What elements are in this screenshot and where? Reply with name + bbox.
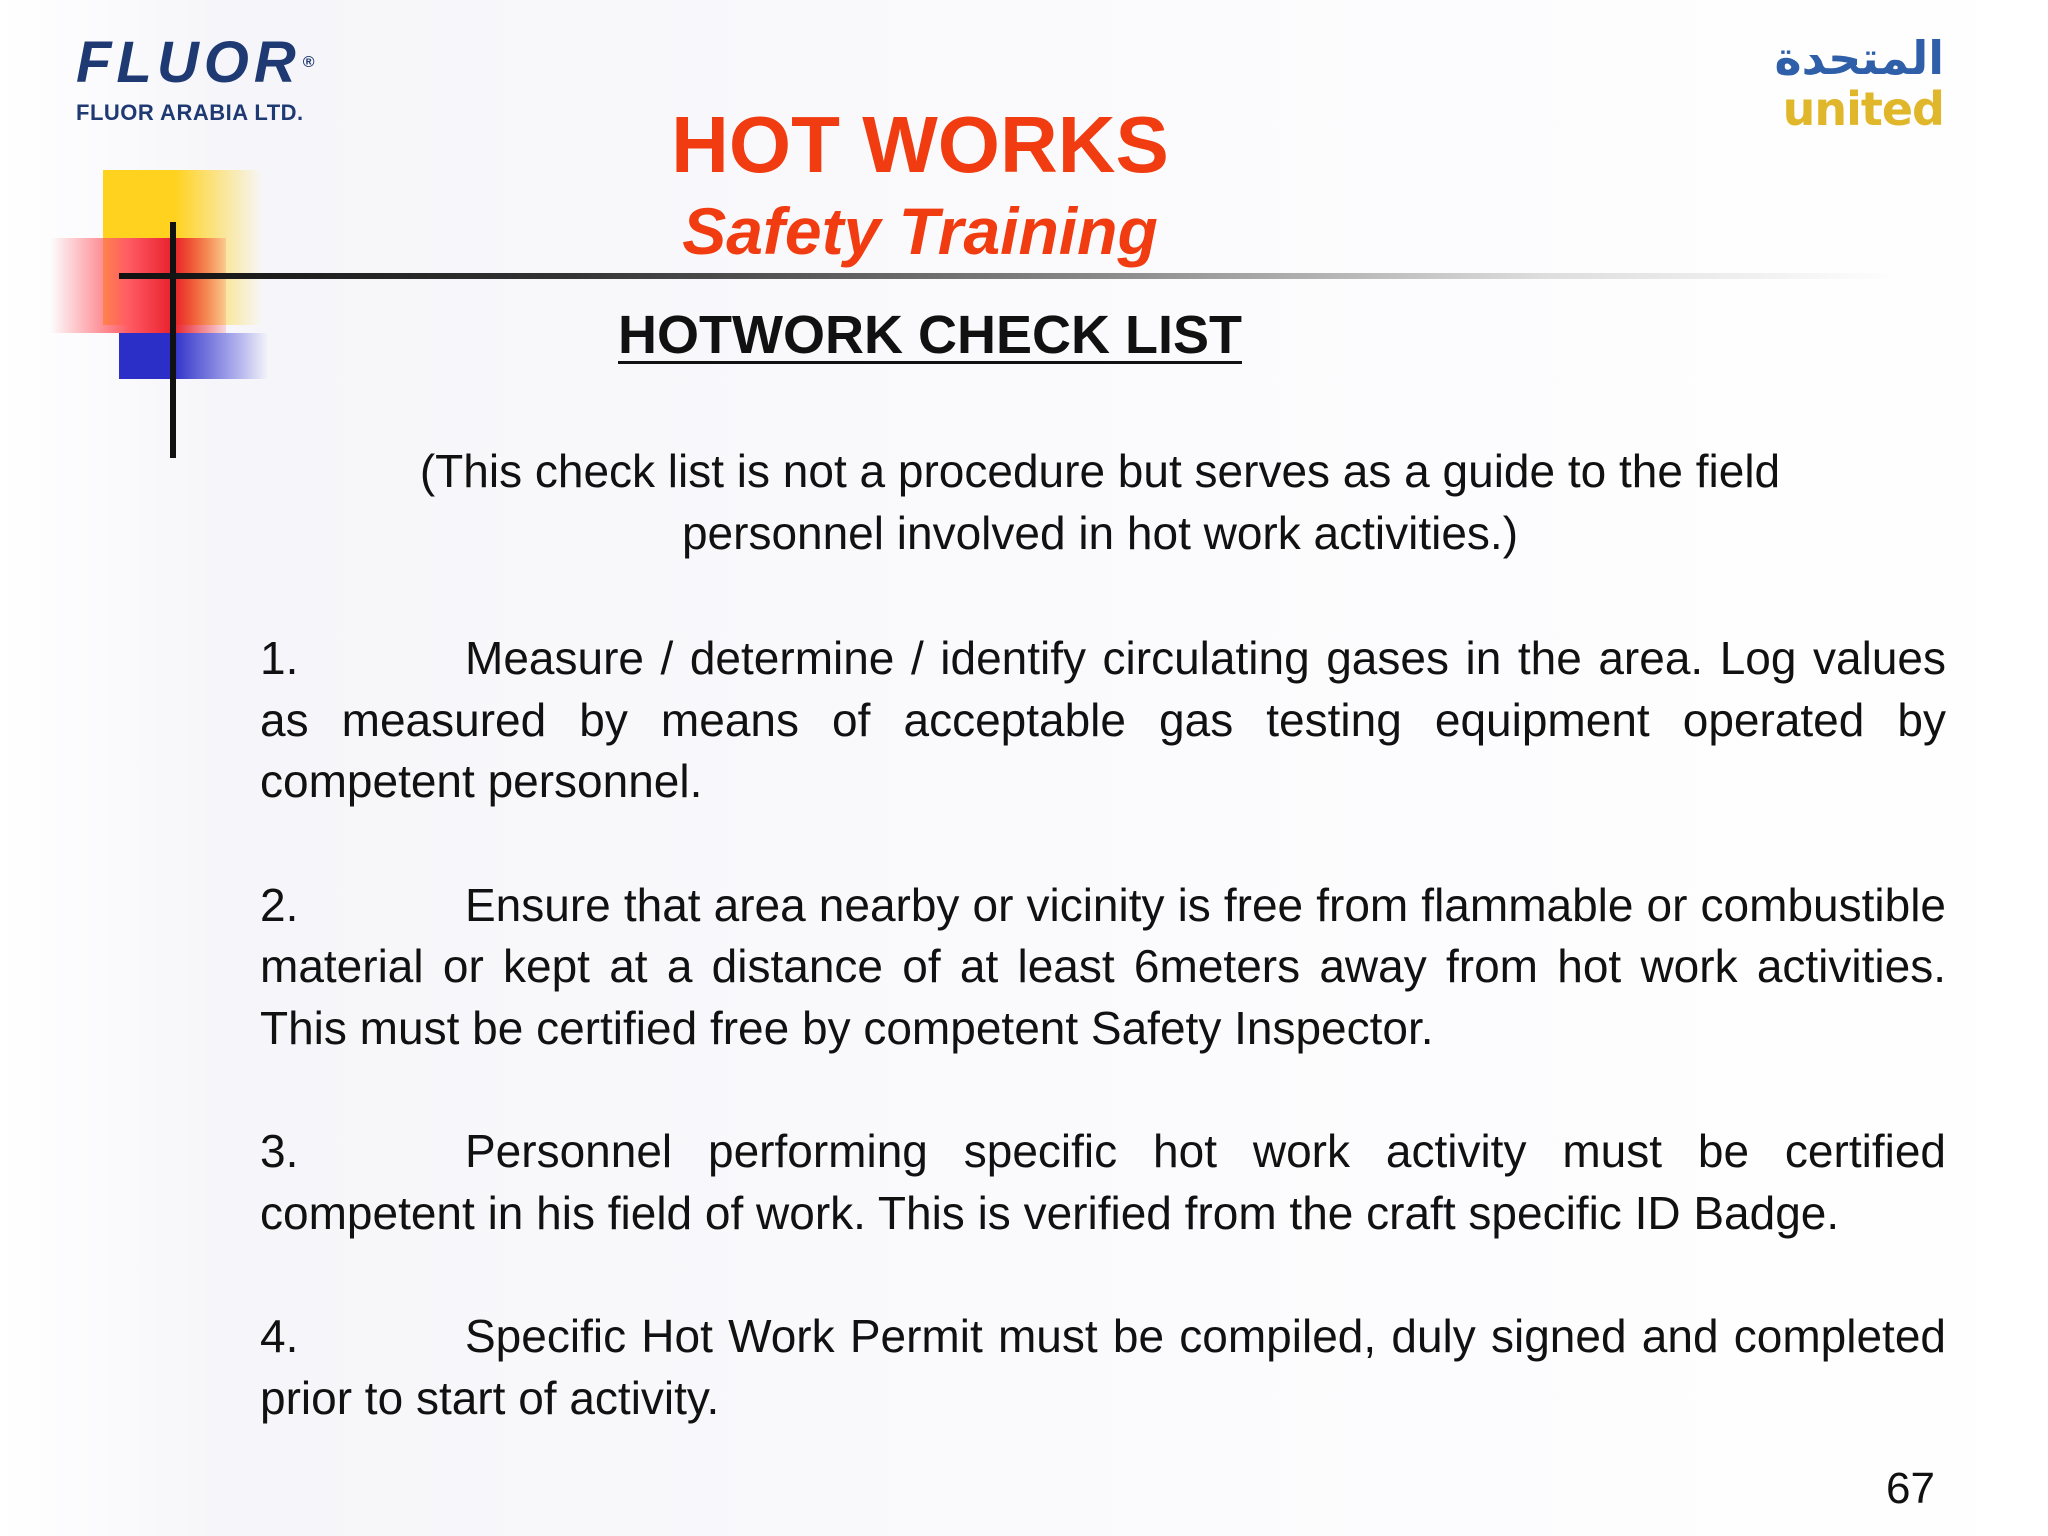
checklist-item-4 (260, 1306, 1946, 1429)
item-text: Specific Hot Work Permit must be compiled, duly signed and completed prior to start of activity. (260, 1310, 1946, 1424)
item-number: 4. (260, 1310, 299, 1362)
fluor-wordmark: FLUOR (76, 30, 301, 95)
checklist-item-2 (260, 875, 1946, 1060)
title-block (600, 102, 1240, 270)
guide-note (330, 440, 1870, 564)
guide-note-line-1: (This check list is not a procedure but serves as a guide to the field (419, 445, 1781, 497)
section-heading-text: HOTWORK CHECK LIST (618, 305, 1242, 365)
decor-horizontal-rule (119, 273, 1899, 279)
decor-blue-square (119, 333, 269, 379)
united-logo (1774, 30, 1944, 136)
checklist-item-3 (260, 1121, 1946, 1244)
section-heading (560, 304, 1300, 366)
united-logo-arabic: المتحدة (1774, 31, 1944, 85)
item-text: Personnel performing specific hot work activity must be certified competent in his field of work. This is verified from the craft specific ID Badge. (260, 1125, 1946, 1239)
item-text: Ensure that area nearby or vicinity is free from flammable or combustible material or kept at a distance of at least 6meters away from hot work activities. This must be certified free by competent Safety Inspector. (260, 878, 1946, 1054)
item-number: 1. (260, 632, 299, 684)
checklist-item-1 (260, 628, 1946, 813)
fluor-logo (76, 30, 315, 126)
guide-note-line-2: personnel involved in hot work activities.) (681, 507, 1519, 559)
united-logo-latin: united (1782, 82, 1944, 136)
item-number: 2. (260, 878, 299, 931)
slide-title: HOT WORKS (671, 100, 1169, 189)
registered-mark: ® (302, 54, 315, 71)
checklist (260, 628, 1946, 1491)
item-number: 3. (260, 1125, 299, 1177)
item-text: Measure / determine / identify circulating gases in the area. Log values as measured by means of acceptable gas testing equipment operated by competent personnel. (260, 632, 1946, 807)
slide-subtitle: Safety Training (682, 194, 1158, 268)
fluor-subtitle: FLUOR ARABIA LTD. (76, 100, 304, 125)
page-number: 67 (1886, 1464, 1935, 1513)
decor-red-square (50, 238, 226, 333)
decor-vertical-line (170, 222, 176, 458)
